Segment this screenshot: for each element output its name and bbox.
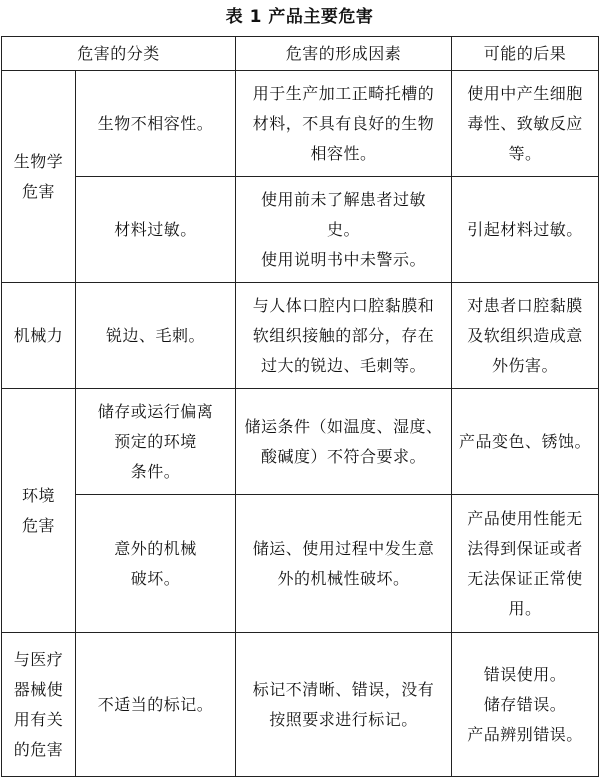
factor-line: 储运条件（如温度、湿度、 (244, 416, 443, 436)
consequence-line: 错误使用。 (483, 664, 567, 684)
consequence-line: 毒性、致敏反应 (467, 113, 583, 133)
consequence-line: 引起材料过敏。 (467, 219, 583, 239)
consequence-line: 外伤害。 (492, 355, 559, 375)
factor-cell (236, 71, 452, 177)
group-line: 器械使 (13, 679, 64, 699)
consequence-cell (452, 495, 599, 633)
group-line: 危害 (21, 515, 55, 535)
factor-cell (236, 633, 452, 777)
consequence-line: 无法保证正常使 (467, 568, 583, 588)
consequence-line: 用。 (508, 598, 542, 618)
sub-category (76, 71, 236, 177)
sub-category (76, 495, 236, 633)
sub-line: 储存或运行偏离 (97, 401, 214, 421)
consequence-line: 法得到保证或者 (467, 538, 583, 558)
consequence-line: 产品变色、锈蚀。 (459, 431, 592, 451)
factor-cell (236, 177, 452, 283)
table-row (2, 633, 599, 777)
group-environmental (2, 389, 76, 633)
consequence-line: 储存错误。 (483, 694, 567, 714)
factor-line: 软组织接触的部分，存在 (252, 325, 435, 345)
header-factors: 危害的形成因素 (236, 37, 452, 71)
table-row (2, 389, 599, 495)
group-line: 用有关 (13, 709, 64, 729)
group-device-use (2, 633, 76, 777)
factor-line: 过大的锐边、毛刺等。 (261, 355, 427, 375)
factor-line: 按照要求进行标记。 (269, 709, 418, 729)
consequence-cell (452, 389, 599, 495)
consequence-cell (452, 177, 599, 283)
header-row (2, 37, 599, 71)
factor-line: 使用前未了解患者过敏 (261, 189, 427, 209)
factor-line: 标记不清晰、错误，没有 (252, 679, 435, 699)
consequence-line: 使用中产生细胞 (467, 83, 583, 103)
consequence-line: 及软组织造成意 (467, 325, 583, 345)
sub-category (76, 283, 236, 389)
consequence-line: 对患者口腔黏膜 (467, 295, 583, 315)
consequence-cell (452, 633, 599, 777)
factor-line: 外的机械性破坏。 (277, 568, 410, 588)
consequence-cell (452, 71, 599, 177)
sub-category (76, 633, 236, 777)
sub-line: 条件。 (130, 461, 181, 481)
consequence-cell (452, 283, 599, 389)
header-consequences: 可能的后果 (452, 37, 599, 71)
sub-category (76, 177, 236, 283)
sub-category (76, 389, 236, 495)
group-line: 危害 (21, 181, 55, 201)
factor-line: 用于生产加工正畸托槽的 (252, 83, 435, 103)
sub-line: 破坏。 (130, 568, 181, 588)
sub-line: 材料过敏。 (114, 219, 197, 239)
sub-line: 生物不相容性。 (97, 113, 214, 133)
sub-line: 锐边、毛刺。 (106, 325, 206, 345)
factor-cell (236, 283, 452, 389)
group-line: 环境 (21, 485, 55, 505)
consequence-line: 产品使用性能无 (467, 508, 583, 528)
factor-cell (236, 495, 452, 633)
consequence-line: 等。 (508, 143, 542, 163)
factor-line: 使用说明书中未警示。 (261, 249, 427, 269)
sub-line: 意外的机械 (114, 538, 197, 558)
group-line: 的危害 (13, 739, 64, 759)
group-biological (2, 71, 76, 283)
sub-line: 预定的环境 (114, 431, 197, 451)
hazard-table (1, 36, 599, 777)
header-category: 危害的分类 (2, 37, 236, 71)
factor-line: 与人体口腔内口腔黏膜和 (252, 295, 435, 315)
table-caption: 表 1 产品主要危害 (225, 7, 374, 27)
group-line: 生物学 (13, 151, 64, 171)
group-mechanical: 机械力 (2, 283, 76, 389)
sub-line: 不适当的标记。 (97, 694, 214, 714)
group-line: 与医疗 (13, 649, 64, 669)
factor-line: 相容性。 (310, 143, 377, 163)
table-row (2, 495, 599, 633)
factor-line: 材料，不具有良好的生物 (252, 113, 435, 133)
factor-line: 酸碱度）不符合要求。 (261, 446, 427, 466)
table-row (2, 177, 599, 283)
factor-cell (236, 389, 452, 495)
table-row (2, 71, 599, 177)
factor-line: 史。 (327, 219, 361, 239)
table-row (2, 283, 599, 389)
factor-line: 储运、使用过程中发生意 (252, 538, 435, 558)
consequence-line: 产品辨别错误。 (467, 724, 583, 744)
